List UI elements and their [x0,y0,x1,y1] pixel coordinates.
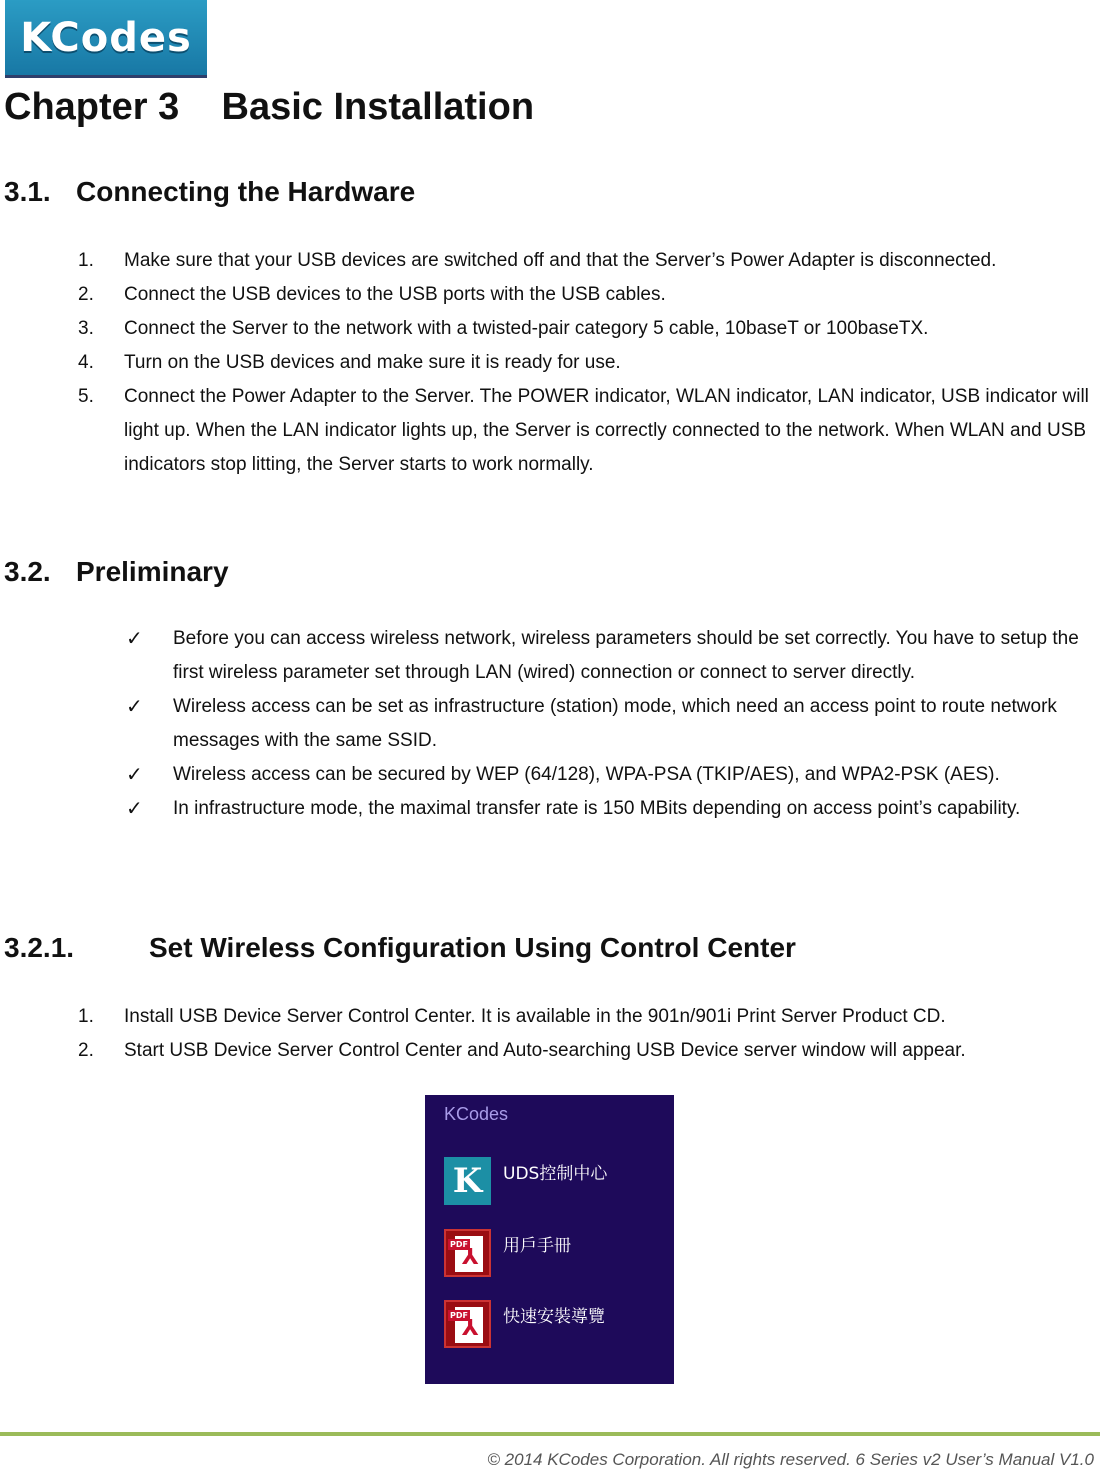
menu-item-label: UDS控制中心 [503,1164,608,1184]
list-item: 3. Connect the Server to the network with a twisted-pair category 5 cable, 10baseT or 100baseTX. [78,318,929,339]
section-3-2-1-heading [4,932,796,964]
checkmark-icon: ✓ [126,764,143,786]
chapter-title: Chapter 3 Basic Installation [4,86,535,128]
section-3-2-heading [4,556,229,588]
list-item: ✓ Wireless access can be set as infrastructure (station) mode, which need an access point to route network messages with the same SSID. [126,690,1098,758]
footer-copyright: © 2014 KCodes Corporation. All rights reserved. 6 Series v2 User’s Manual V1.0 [487,1450,1094,1469]
menu-item-quick-install-guide[interactable] [444,1300,605,1348]
list-item: ✓ Wireless access can be secured by WEP (64/128), WPA-PSA (TKIP/AES), and WPA2-PSK (AES). [126,758,1098,792]
menu-item-label: 用戶手冊 [503,1236,571,1256]
list-item: ✓ In infrastructure mode, the maximal transfer rate is 150 MBits depending on access point’s capability. [126,792,1098,826]
section-number: 3.1. [4,176,51,207]
menu-item-uds-control-center[interactable] [444,1157,607,1205]
section-title: Set Wireless Configuration Using Control Center [149,932,796,963]
section-number: 3.2. [4,556,51,587]
pdf-icon: PDF ⅄ [444,1229,491,1277]
start-menu-group [425,1095,674,1384]
section-number: 3.2.1. [4,932,75,963]
list-item: 5. Connect the Power Adapter to the Server. The POWER indicator, WLAN indicator, LAN indicator, USB indicator will light up. When the LAN indicator lights up, the Server is correctly connected to the network. When WLAN and USB indicators stop litting, the Server starts to work normally. [78,386,1089,475]
section-title: Preliminary [76,556,229,587]
list-item: 4. Turn on the USB devices and make sure it is ready for use. [78,352,621,373]
list-item: 2. Start USB Device Server Control Center and Auto-searching USB Device server window will appear. [78,1040,966,1061]
menu-item-user-manual[interactable] [444,1229,571,1277]
hardware-steps-list [78,244,1098,482]
app-k-icon: K [444,1157,491,1205]
menu-group-header: KCodes [444,1104,509,1124]
pdf-icon: PDF ⅄ [444,1300,491,1348]
preliminary-checklist [126,622,1098,826]
checkmark-icon: ✓ [126,628,143,650]
menu-item-label: 快速安裝導覽 [503,1307,605,1327]
list-item: 2. Connect the USB devices to the USB ports with the USB cables. [78,284,666,305]
kcodes-logo: KCodes [5,0,207,78]
control-center-steps-list [78,1000,1098,1068]
list-item: 1. Make sure that your USB devices are switched off and that the Server’s Power Adapter is disconnected. [78,250,997,271]
checkmark-icon: ✓ [126,696,143,718]
list-item: ✓ Before you can access wireless network, wireless parameters should be set correctly. You have to setup the first wireless parameter set through LAN (wired) connection or connect to server directly. [126,622,1098,690]
section-3-1-heading [4,176,415,208]
footer-divider [0,1432,1100,1436]
list-item: 1. Install USB Device Server Control Center. It is available in the 901n/901i Print Server Product CD. [78,1006,946,1027]
checkmark-icon: ✓ [126,798,143,820]
section-title: Connecting the Hardware [76,176,416,207]
